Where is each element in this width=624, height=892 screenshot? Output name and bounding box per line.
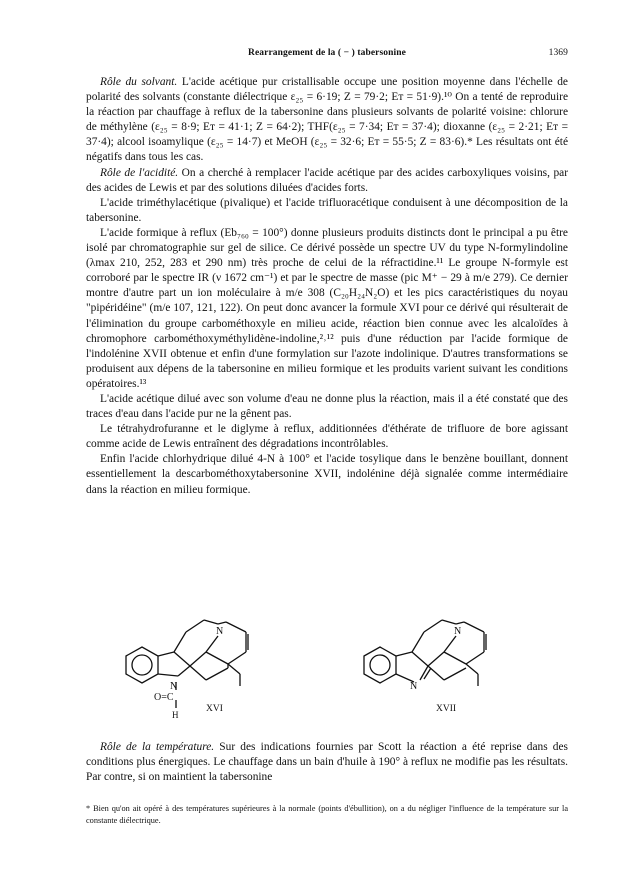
paragraph-text: L'acide acétique pur cristallisable occupe une position moyenne dans l'échelle de polarité des solvants (constante diélectrique ε₂₅ = 6·19; Z = 79·2; Eᴛ = 51·9).¹⁰ On a tenté de reproduire la réaction par chauffage à reflux de la tabersonine dans plusieurs solvants de polarité voisine: chlorure de méthylène (ε₂₅ = 8·9; Eᴛ = 41·1; Z = 64·2); THF(ε₂₅ = 7·34; Eᴛ = 37·4); dioxanne (ε₂₅ = 2·21; Eᴛ = 37·4); alcool isoamylique (ε₂₅ = 14·7) et MeOH (ε₂₅ = 32·6; Eᴛ = 55·5; Z = 83·6).* Les résultats ont été négatifs dans tous les cas. xyxy=(86,76,568,164)
paragraph-acidity xyxy=(86,166,568,196)
paragraph-pivalic: L'acide triméthylacétique (pivalique) et l'acide trifluoracétique conduisent à une décomposition de la tabersonine. xyxy=(86,196,568,224)
formyl-label: O=C xyxy=(154,692,174,703)
section-title-temperature: Rôle de la température. xyxy=(100,741,215,753)
paragraph-thf-diglyme: Le tétrahydrofuranne et le diglyme à reflux, additionnées d'éthérate de trifluore de bore agissant comme acide de Lewis entraînent des dégradations incontrôlables. xyxy=(86,423,568,451)
section-title-solvent: Rôle du solvant. xyxy=(100,76,178,88)
nitrogen-label: N xyxy=(216,626,224,637)
compound-label-xvi: XVI xyxy=(206,704,223,714)
paragraph-text: Sur des indications fournies par Scott la réaction a été reprise dans des conditions plus énergiques. Le chauffage dans un bain d'huile à 190° à reflux ne modifie pas les résultats. Par contre, si on maintient la tabersonine xyxy=(86,741,568,784)
running-title: Rearrangement de la ( − ) tabersonine xyxy=(248,48,406,58)
nitrogen-label: N xyxy=(454,626,462,637)
main-text xyxy=(86,75,568,498)
page-number: 1369 xyxy=(548,48,568,58)
nitrogen-label: N xyxy=(170,681,178,692)
compound-label-xvii: XVII xyxy=(436,704,457,714)
chemical-structures-figure xyxy=(86,612,568,722)
paragraph-hcl-tosylic: Enfin l'acide chlorhydrique dilué 4-N à 100° et l'acide tosylique dans le benzène bouillant, donnent essentiellement la descarbométhoxytabersonine XVII, indolénine déjà signalée comme intermédiaire dans la réaction en milieu formique. xyxy=(86,453,568,496)
running-header xyxy=(86,48,568,62)
footnote: * Bien qu'on ait opéré à des températures supérieures à la normale (points d'ébullition), on a du négliger l'influence de la température sur la constante diélectrique. xyxy=(86,804,568,825)
formyl-hydrogen-label: H xyxy=(172,710,179,720)
paragraph-solvent xyxy=(86,75,568,166)
paragraph-temperature xyxy=(86,740,568,785)
paragraph-formic: L'acide formique à reflux (Eb₇₆₀ = 100°) donne plusieurs produits distincts dont le principal a pu être isolé par chromatographie sur gel de silice. Ce dérivé possède un spectre UV du type N-formylindoline (λmax 210, 252, 283 et 290 nm) très proche de celui de la réfractidine.¹¹ Le groupe N-formyle est corroboré par le spectre IR (ν 1672 cm⁻¹) et par le spectre de masse (pic M⁺ − 29 à m/e 279). Ce dernier montre d'autre part un ion moléculaire à m/e 308 (C₂₀H₂₄N₂O) et les pics caractéristiques du noyau "pipéridéine" (m/e 107, 121, 122). On peut donc avancer la formule XVI pour ce dérivé qui résulterait de l'élimination du groupe carbométhoxyle en milieu acide, réaction bien connue avec les alcaloïdes à chromophore carbométhoxyméthylidène-indoline,²˒¹² puis d'une réduction par l'acide formique de l'indolénine XVII obtenue et enfin d'une formylation sur l'azote indolinique. D'autres transformations se produisent aux dépens de la tabersonine en milieu formique et les produits varient suivant les conditions opératoires.¹³ xyxy=(86,226,568,390)
temperature-section xyxy=(86,740,568,785)
structure-xvii xyxy=(344,612,544,712)
nitrogen-label: N xyxy=(410,681,418,692)
paragraph-text: On a cherché à remplacer l'acide acétique par des acides carboxyliques voisins, par des acides de Lewis et par des solutions diluées d'acides forts. xyxy=(86,166,568,194)
paragraph-diluted-acetic: L'acide acétique dilué avec son volume d'eau ne donne plus la réaction, mais il a été constaté que des traces d'eau dans l'acide pur ne la gênent pas. xyxy=(86,392,568,421)
section-title-acidity: Rôle de l'acidité. xyxy=(100,166,179,179)
